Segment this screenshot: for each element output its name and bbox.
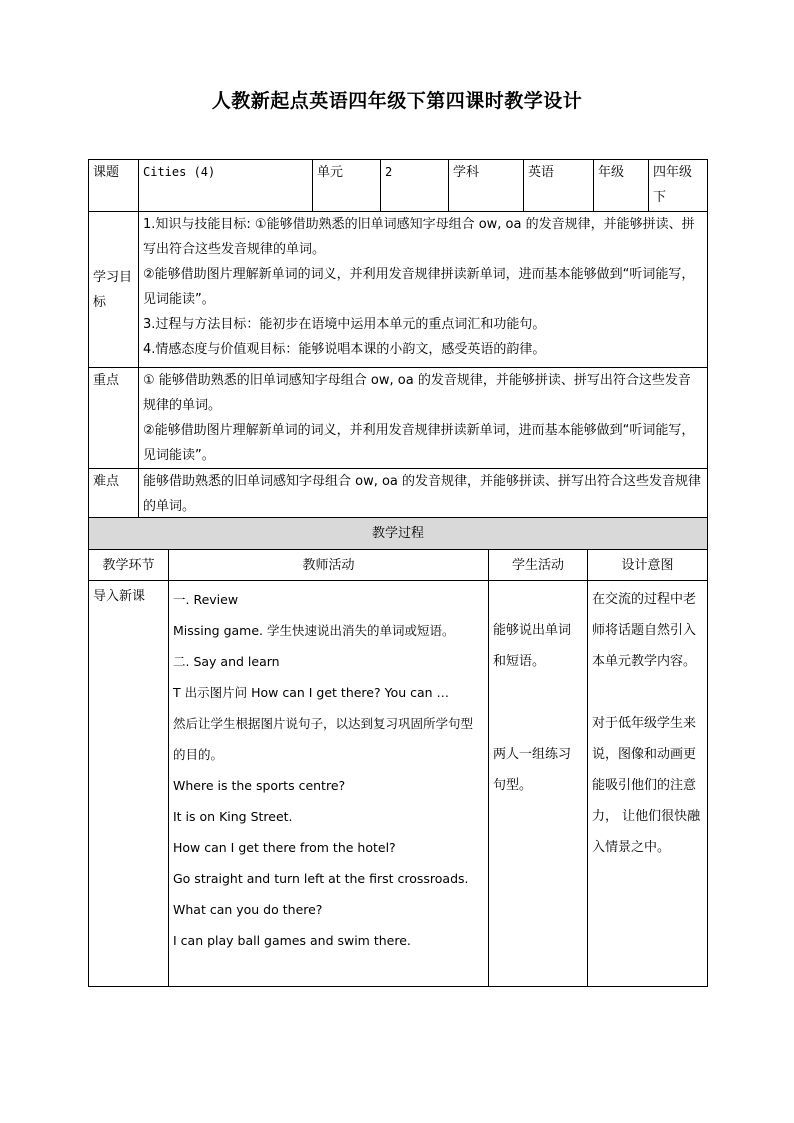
objectives-label: 学习目标 xyxy=(89,212,139,368)
objective-line: 1.知识与技能目标: ①能够借助熟悉的旧单词感知字母组合 ow, oa 的发音规律，并能够拼读、拼写出符合这些发音规律的单词。 xyxy=(143,217,695,257)
teacher-line: 然后让学生根据图片说句子，以达到复习巩固所学句型的目的。 xyxy=(173,716,474,762)
difficulties-label: 难点 xyxy=(89,469,139,520)
document-title: 人教新起点英语四年级下第四课时教学设计 xyxy=(211,90,583,112)
difficulties-content: 能够借助熟悉的旧单词感知字母组合 ow, oa 的发音规律，并能够拼读、拼写出符合这些发音规律的单词。 xyxy=(139,469,708,520)
column-header-student: 学生活动 xyxy=(489,550,588,581)
key-point-line: ① 能够借助熟悉的旧单词感知字母组合 ow, oa 的发音规律，并能够拼读、拼写出符合这些发音规律的单词。 xyxy=(143,373,691,413)
stage-cell: 导入新课 xyxy=(89,581,169,987)
lesson-info-table xyxy=(88,159,708,520)
grade-label: 年级 xyxy=(594,160,649,212)
topic-label: 课题 xyxy=(89,160,139,212)
teacher-line: I can play ball games and swim there. xyxy=(173,933,411,948)
teacher-line: 二. Say and learn xyxy=(173,654,280,669)
teacher-line: How can I get there from the hotel? xyxy=(173,840,396,855)
design-intent-cell xyxy=(588,581,708,987)
key-point-line: ②能够借助图片理解新单词的词义，并利用发音规律拼读新单词，进而基本能够做到“听词能写，见词能读”。 xyxy=(143,423,695,463)
teacher-line: 一. Review xyxy=(173,592,239,607)
teacher-line: What can you do there? xyxy=(173,902,323,917)
unit-value: 2 xyxy=(381,160,449,212)
student-activity-cell xyxy=(489,581,588,987)
teacher-line: T 出示图片问 How can I get there? You can … xyxy=(173,685,450,700)
subject-label: 学科 xyxy=(449,160,524,212)
design-intent-1: 在交流的过程中老师将话题自然引入本单元教学内容。 xyxy=(592,592,697,669)
design-intent-2: 对于低年级学生来说，图像和动画更能吸引他们的注意力， 让他们很快融入情景之中。 xyxy=(592,716,701,855)
objectives-content xyxy=(139,212,708,368)
objective-line: 3.过程与方法目标：能初步在语境中运用本单元的重点词汇和功能句。 xyxy=(143,317,546,332)
teacher-line: It is on King Street. xyxy=(173,809,293,824)
column-header-intent: 设计意图 xyxy=(588,550,708,581)
teacher-line: Missing game. 学生快速说出消失的单词或短语。 xyxy=(173,623,455,638)
key-points-content xyxy=(139,368,708,469)
grade-value: 四年级下 xyxy=(649,160,708,212)
topic-value: Cities (4) xyxy=(139,160,313,212)
teaching-process-table xyxy=(88,517,708,987)
key-points-label: 重点 xyxy=(89,368,139,469)
column-header-stage: 教学环节 xyxy=(89,550,169,581)
teacher-line: Go straight and turn left at the first crossroads. xyxy=(173,871,469,886)
process-header: 教学过程 xyxy=(89,518,708,550)
subject-value: 英语 xyxy=(524,160,594,212)
unit-label: 单元 xyxy=(313,160,381,212)
objective-line: ②能够借助图片理解新单词的词义，并利用发音规律拼读新单词，进而基本能够做到“听词能写，见词能读”。 xyxy=(143,267,695,307)
student-activity-1: 能够说出单词和短语。 xyxy=(493,623,572,669)
objective-line: 4.情感态度与价值观目标：能够说唱本课的小韵文，感受英语的韵律。 xyxy=(143,342,546,357)
teacher-line: Where is the sports centre? xyxy=(173,778,346,793)
teacher-activity-cell xyxy=(169,581,489,987)
student-activity-2: 两人一组练习句型。 xyxy=(493,747,572,793)
column-header-teacher: 教师活动 xyxy=(169,550,489,581)
